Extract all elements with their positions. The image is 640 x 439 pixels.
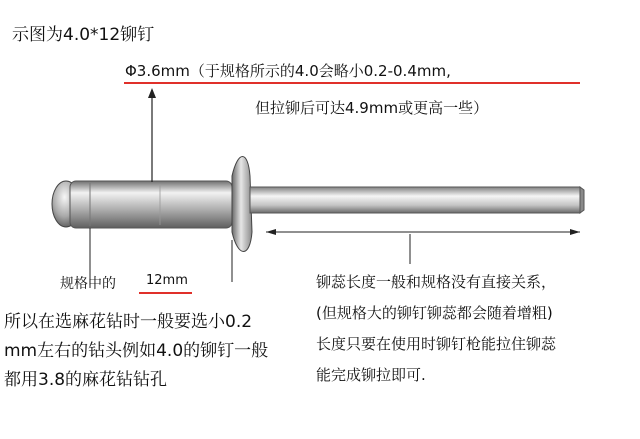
rivet-flange — [232, 157, 252, 252]
diameter-note-line2: 但拉铆后可达4.9mm或更高一些） — [255, 99, 489, 117]
drill-note-line: 都用3.8的麻花钻钻孔 — [4, 370, 168, 390]
diagram-title: 示图为4.0*12铆钉 — [12, 25, 155, 45]
grip-value: 12mm — [146, 273, 188, 288]
drill-note-line: mm左右的钻头例如4.0的铆钉一般 — [4, 341, 269, 361]
grip-label: 规格中的 — [60, 276, 116, 292]
drill-note — [4, 308, 299, 395]
mandrel-note — [316, 267, 636, 391]
mandrel-note-line: (但规格大的铆钉铆蕊都会随着增粗) — [316, 304, 553, 322]
drill-note-line: 所以在选麻花钻时一般要选小0.2 — [4, 312, 253, 332]
rivet-body — [70, 181, 232, 228]
mandrel-note-line: 长度只要在使用时铆钉枪能拉住铆蕊 — [316, 335, 557, 353]
mandrel-stem — [250, 187, 580, 213]
mandrel-note-line: 铆蕊长度一般和规格没有直接关系， — [316, 273, 557, 291]
diameter-note-line1: Φ3.6mm（于规格所示的4.0会略小0.2-0.4mm, — [125, 62, 451, 80]
rivet-illustration — [52, 157, 584, 252]
mandrel-note-line: 能完成铆拉即可. — [316, 366, 426, 384]
